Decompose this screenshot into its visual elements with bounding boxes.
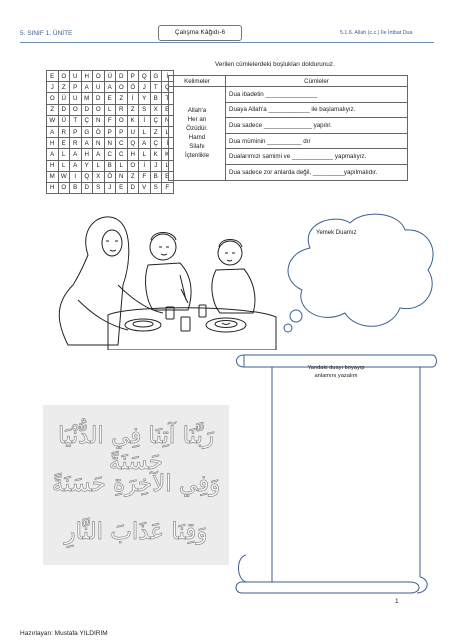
word-search-cell[interactable]: U <box>70 71 82 82</box>
word-search-cell[interactable]: Z <box>47 104 59 115</box>
word-search-cell[interactable]: Y <box>81 160 93 171</box>
header-divider <box>20 42 434 43</box>
word-search-cell[interactable]: Q <box>139 71 151 82</box>
word-search-cell[interactable]: L <box>116 160 128 171</box>
word-search-cell[interactable]: Ç <box>162 82 174 93</box>
word-search-row <box>47 160 174 171</box>
word-search-row <box>47 93 174 104</box>
word-search-cell[interactable]: İ <box>139 160 151 171</box>
scroll-frame <box>232 347 442 597</box>
word-search-cell[interactable]: B <box>104 160 116 171</box>
word-search-cell[interactable]: W <box>58 171 70 182</box>
word-search-cell[interactable]: Ü <box>104 71 116 82</box>
family-meal-illustration <box>48 205 278 350</box>
word-search-cell[interactable]: R <box>70 138 82 149</box>
word-search-cell[interactable]: J <box>139 82 151 93</box>
word-search-cell[interactable]: A <box>104 82 116 93</box>
word-search-cell[interactable]: A <box>81 82 93 93</box>
sentences-header: Cümleler <box>226 76 408 87</box>
word-search-cell[interactable]: E <box>162 171 174 182</box>
word-search-cell[interactable]: O <box>127 160 139 171</box>
word-bank-item: Silahı <box>189 143 205 151</box>
author-footer: Hazırlayan: Mustafa YILDIRIM <box>20 630 108 637</box>
word-search-cell[interactable]: J <box>47 82 59 93</box>
word-search-row <box>47 149 174 160</box>
word-search-cell[interactable]: G <box>81 126 93 137</box>
word-search-cell[interactable]: E <box>47 71 59 82</box>
sentence-row[interactable]: Dua sadece ______________ yapılır. <box>226 118 408 134</box>
word-search-cell[interactable]: S <box>139 104 151 115</box>
word-search-cell[interactable]: Y <box>139 93 151 104</box>
word-search-cell[interactable]: P <box>116 126 128 137</box>
unit-title: 5. SINIF 1. ÜNİTE <box>20 30 73 37</box>
word-search-cell[interactable]: T <box>162 93 174 104</box>
word-search-cell[interactable]: H <box>81 71 93 82</box>
word-search-cell[interactable]: O <box>58 182 70 193</box>
word-search-cell[interactable]: T <box>70 115 82 126</box>
word-search-cell[interactable]: Ç <box>150 115 162 126</box>
word-search-cell[interactable]: I <box>70 171 82 182</box>
word-search-cell[interactable]: F <box>104 115 116 126</box>
word-search-cell[interactable]: H <box>47 160 59 171</box>
word-search-cell[interactable]: C <box>116 149 128 160</box>
word-search-cell[interactable]: Ö <box>104 171 116 182</box>
word-search-cell[interactable]: E <box>162 104 174 115</box>
word-search-cell[interactable]: R <box>58 126 70 137</box>
word-search-cell[interactable]: V <box>139 182 151 193</box>
word-search-cell[interactable]: Z <box>127 104 139 115</box>
word-search-cell[interactable]: A <box>139 138 151 149</box>
word-search-cell[interactable]: B <box>150 171 162 182</box>
word-search-cell[interactable]: Ü <box>58 93 70 104</box>
word-search-cell[interactable]: S <box>93 182 105 193</box>
word-search-cell[interactable]: K <box>162 149 174 160</box>
word-search-cell[interactable]: Ç <box>150 138 162 149</box>
arabic-line: رَبَّنَا آتِنَا فِي الدُّنْيَا حَسَنَةً <box>57 423 215 475</box>
word-search-cell[interactable]: İ <box>127 93 139 104</box>
word-search-cell[interactable]: L <box>162 126 174 137</box>
word-search-cell[interactable]: A <box>47 126 59 137</box>
word-search-cell[interactable]: İ <box>139 115 151 126</box>
word-search-cell[interactable]: D <box>81 182 93 193</box>
word-bank-item: İçtenlikle <box>184 152 210 160</box>
word-search-cell[interactable]: T <box>150 82 162 93</box>
word-search-cell[interactable]: D <box>116 71 128 82</box>
word-search-cell[interactable]: P <box>70 126 82 137</box>
sentence-row[interactable]: Duaya Allah'a ____________ ile başlamalıyız. <box>226 102 408 118</box>
page-number: 1 <box>395 598 399 605</box>
word-search-cell[interactable]: P <box>127 71 139 82</box>
sentence-row[interactable]: Dualarımızı samimi ve ____________ yapmalıyız. <box>226 149 408 165</box>
word-search-cell[interactable]: Q <box>81 171 93 182</box>
fill-blank-table <box>168 75 408 181</box>
word-search-cell[interactable]: K <box>127 115 139 126</box>
word-search-cell[interactable]: Z <box>150 126 162 137</box>
word-search-cell[interactable]: J <box>150 160 162 171</box>
word-search-cell[interactable]: Ö <box>127 82 139 93</box>
word-search-cell[interactable]: İ <box>162 71 174 82</box>
word-search-cell[interactable]: A <box>70 160 82 171</box>
word-search-cell[interactable]: F <box>162 182 174 193</box>
word-search-cell[interactable]: C <box>116 138 128 149</box>
word-search-cell[interactable]: H <box>127 149 139 160</box>
word-search-cell[interactable]: D <box>127 182 139 193</box>
instruction-text: Verilen cümlelerdeki boşlukları doldurunuz. <box>215 61 335 68</box>
sentence-row[interactable]: Dua sadece zor anlarda değil, _________yapılmalıdır. <box>226 164 408 180</box>
word-search-cell[interactable]: N <box>162 115 174 126</box>
word-search-cell[interactable]: İ <box>162 138 174 149</box>
word-search-cell[interactable]: F <box>139 171 151 182</box>
word-search-cell[interactable]: B <box>150 93 162 104</box>
word-search-cell[interactable]: U <box>70 93 82 104</box>
word-search-grid <box>46 70 174 194</box>
arabic-dua-panel <box>43 405 229 565</box>
word-search-cell[interactable]: O <box>93 104 105 115</box>
word-search-cell[interactable]: A <box>47 149 59 160</box>
word-search-cell[interactable]: L <box>58 149 70 160</box>
word-search-cell[interactable]: M <box>47 171 59 182</box>
arabic-line: وَفِي الآخِرَةِ حَسَنَةً <box>51 471 221 497</box>
word-search-cell[interactable]: O <box>116 82 128 93</box>
word-bank-item: Hamd <box>188 134 206 142</box>
word-search-cell[interactable]: X <box>93 171 105 182</box>
sentence-row[interactable]: Dua ibadetin _______________ <box>226 87 408 103</box>
word-search-cell[interactable]: D <box>93 93 105 104</box>
word-search-cell[interactable]: O <box>47 93 59 104</box>
word-search-cell[interactable]: D <box>58 104 70 115</box>
word-search-cell[interactable]: B <box>70 182 82 193</box>
word-search-row <box>47 104 174 115</box>
word-search-cell[interactable]: E <box>58 138 70 149</box>
word-search-cell[interactable]: N <box>116 171 128 182</box>
word-search-row <box>47 71 174 82</box>
word-search-cell[interactable]: L <box>139 149 151 160</box>
word-search-cell[interactable]: G <box>150 71 162 82</box>
arabic-line: وَقِنَا عَذَابَ النَّارِ <box>64 519 208 545</box>
word-search-cell[interactable]: K <box>150 149 162 160</box>
word-search-row <box>47 138 174 149</box>
word-search-cell[interactable]: U <box>127 126 139 137</box>
word-search-cell[interactable]: Z <box>127 171 139 182</box>
word-search-cell[interactable]: J <box>104 182 116 193</box>
word-search-cell[interactable]: L <box>139 126 151 137</box>
word-search-cell[interactable]: L <box>162 160 174 171</box>
word-search-cell[interactable]: W <box>47 115 59 126</box>
word-search-cell[interactable]: A <box>70 149 82 160</box>
word-bank <box>169 87 226 181</box>
word-search-cell[interactable]: O <box>116 115 128 126</box>
word-search-cell[interactable]: L <box>93 160 105 171</box>
topic-title: 5.1.6. Allah (c.c.) İle İrtibat Dua <box>340 30 413 36</box>
word-search-cell[interactable]: Q <box>127 138 139 149</box>
word-search-cell[interactable]: Ö <box>93 126 105 137</box>
worksheet-title: Çalışma Kâğıdı-6 <box>158 25 242 41</box>
word-search-cell[interactable]: N <box>93 138 105 149</box>
word-search-cell[interactable]: D <box>81 104 93 115</box>
thought-bubble <box>280 208 440 348</box>
word-search-cell[interactable]: P <box>70 82 82 93</box>
word-search-cell[interactable]: Ü <box>58 115 70 126</box>
word-search-cell[interactable]: S <box>150 182 162 193</box>
word-search-cell[interactable]: H <box>47 138 59 149</box>
word-search-cell[interactable]: M <box>81 93 93 104</box>
word-search-row <box>47 126 174 137</box>
word-bank-item: Her an <box>187 116 207 124</box>
word-search-cell[interactable]: C <box>104 149 116 160</box>
word-search-cell[interactable]: X <box>150 104 162 115</box>
word-search-cell[interactable]: H <box>47 182 59 193</box>
word-search-cell[interactable]: L <box>104 104 116 115</box>
word-search-cell[interactable]: A <box>81 138 93 149</box>
word-search-cell[interactable]: E <box>116 182 128 193</box>
word-search-cell[interactable]: H <box>81 149 93 160</box>
word-search-cell[interactable]: U <box>93 82 105 93</box>
word-search-cell[interactable]: Ç <box>81 115 93 126</box>
word-search-cell[interactable]: A <box>93 149 105 160</box>
word-search-cell[interactable]: Z <box>116 93 128 104</box>
word-search-cell[interactable]: Z <box>58 82 70 93</box>
bubble-label: Yemek Duamız <box>316 230 357 236</box>
word-search-cell[interactable]: L <box>58 160 70 171</box>
word-bank-item: Özüdür. <box>186 125 208 133</box>
sentence-row[interactable]: Dua müminin __________ dır <box>226 133 408 149</box>
scroll-label: Yandaki duayı boyayıp anlamını yazalım <box>307 365 365 379</box>
word-search-cell[interactable]: O <box>58 71 70 82</box>
word-bank-item: Allah'a <box>187 107 207 115</box>
words-header: Kelimeler <box>169 76 226 87</box>
word-search-row <box>47 171 174 182</box>
word-search-row <box>47 182 174 193</box>
word-search-row <box>47 115 174 126</box>
word-search-cell[interactable]: N <box>104 138 116 149</box>
word-search-cell[interactable]: E <box>104 93 116 104</box>
word-search-cell[interactable]: O <box>93 71 105 82</box>
word-search-cell[interactable]: P <box>104 126 116 137</box>
word-search-cell[interactable]: R <box>116 104 128 115</box>
word-search-cell[interactable]: O <box>70 104 82 115</box>
word-search-cell[interactable]: N <box>93 115 105 126</box>
word-search-row <box>47 82 174 93</box>
